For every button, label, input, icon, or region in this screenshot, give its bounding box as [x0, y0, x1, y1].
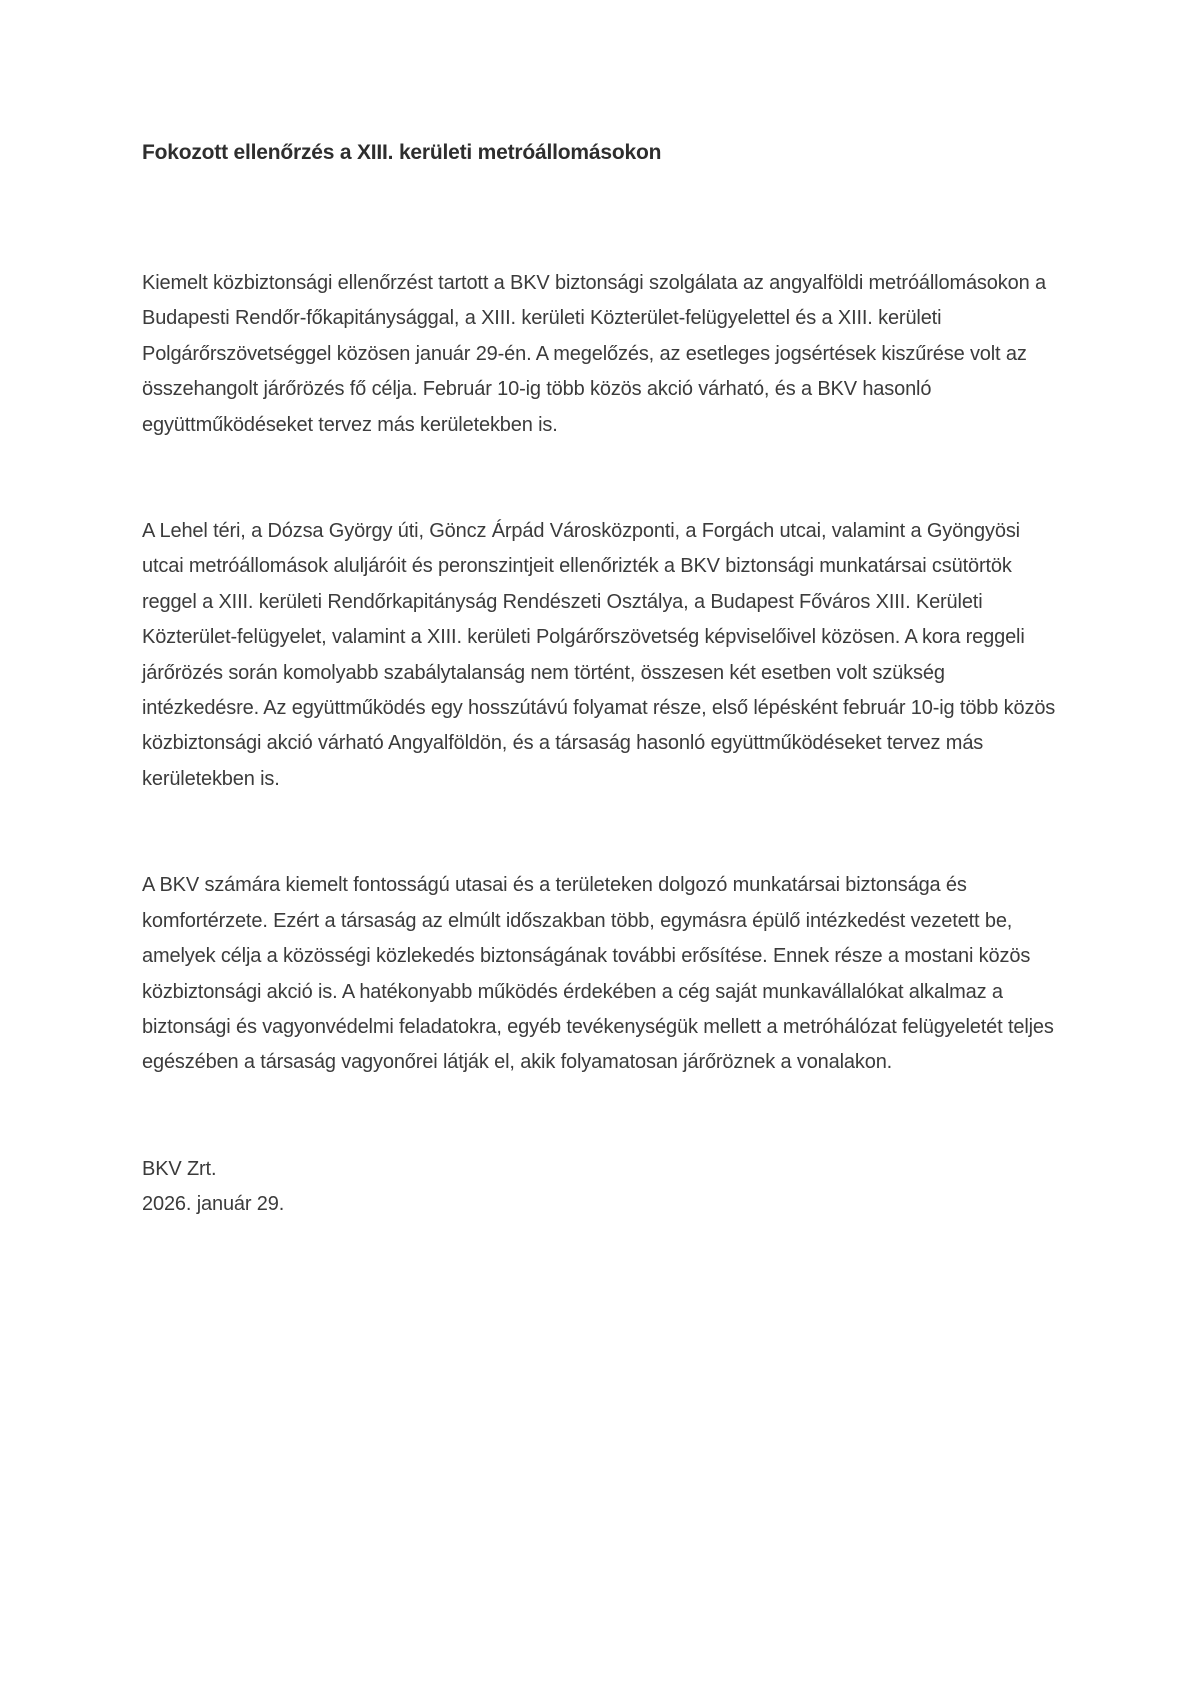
paragraph-body-2: A BKV számára kiemelt fontosságú utasai és a területeken dolgozó munkatársai biztonsága és komfortérzete. Ezért a társaság az elmúlt időszakban több, egymásra épülő intézkedést vezetett be, amelyek célja a közösségi közlekedés biztonságának további erősítése. Ennek része a mostani közös közbiztonsági akció is. A hatékonyabb működés érdekében a cég saját munkavállalókat alkalmaz a biztonsági és vagyonvédelmi feladatokra, egyéb tevékenységük mellett a metróhálózat felügyeletét teljes egészében a társaság vagyonőrei látják el, akik folyamatosan járőröznek a vonalakon. [142, 874, 1054, 1074]
paragraph-lead: Kiemelt közbiztonsági ellenőrzést tartott a BKV biztonsági szolgálata az angyalföldi metróállomásokon a Budapesti Rendőr-főkapitánysággal, a XIII. kerületi Közterület-felügyelettel és a XIII. kerületi Polgárőrszövetséggel közösen január 29-én. A megelőzés, az esetleges jogsértések kiszűrése volt az összehangolt járőrözés fő célja. Február 10-ig több közös akció várható, és a BKV hasonló együttműködéseket tervez más kerületekben is. [142, 272, 1046, 436]
signature-block [142, 1152, 1057, 1223]
page-title: Fokozott ellenőrzés a XIII. kerületi metróállomásokon [142, 141, 662, 164]
signature-org: BKV Zrt. [142, 1157, 217, 1180]
paragraph-body-1: A Lehel téri, a Dózsa György úti, Göncz Árpád Városközponti, a Forgách utcai, valamint a Gyöngyösi utcai metróállomások aluljáróit és peronszintjeit ellenőrizték a BKV biztonsági munkatársai csütörtök reggel a XIII. kerületi Rendőrkapitányság Rendészeti Osztálya, a Budapest Főváros XIII. Kerületi Közterület-felügyelet, valamint a XIII. kerületi Polgárőrszövetség képviselőivel közösen. A kora reggeli járőrözés során komolyabb szabálytalanság nem történt, összesen két esetben volt szükség intézkedésre. Az együttműködés egy hosszútávú folyamat része, első lépésként február 10-ig több közös közbiztonsági akció várható Angyalföldön, és a társaság hasonló együttműködéseket tervez más kerületekben is. [142, 520, 1056, 790]
signature-date: 2026. január 29. [142, 1193, 285, 1216]
